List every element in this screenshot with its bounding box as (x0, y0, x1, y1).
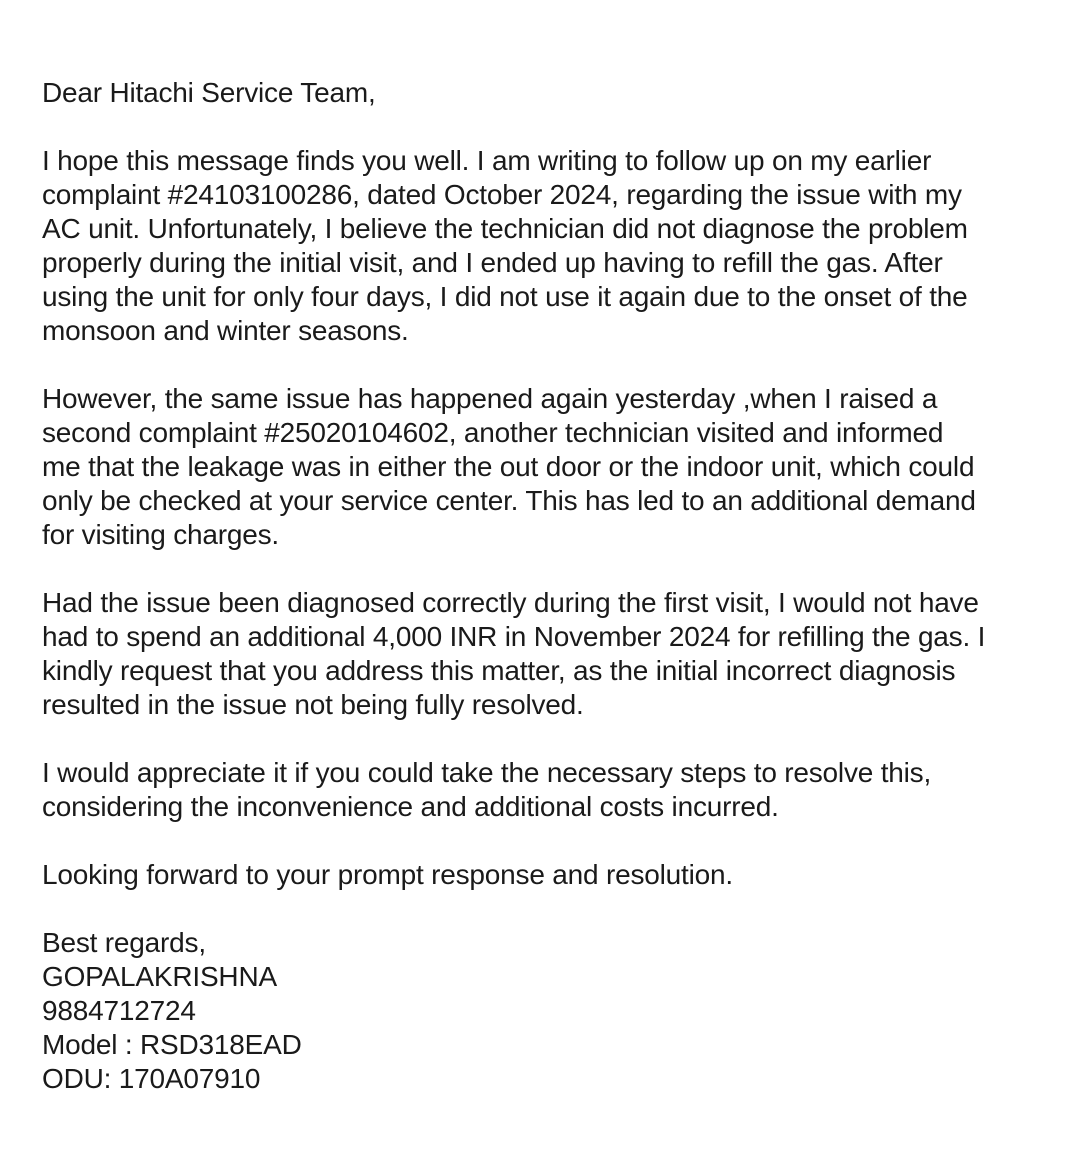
paragraph-line: properly during the initial visit, and I ended up having to refill the gas. After (42, 247, 943, 278)
paragraph-line: kindly request that you address this matter, as the initial incorrect diagnosis (42, 655, 956, 686)
paragraph-line: However, the same issue has happened again yesterday ,when I raised a (42, 383, 938, 414)
paragraph-line: I hope this message finds you well. I am writing to follow up on my earlier (42, 145, 932, 176)
paragraph-1 (42, 144, 1052, 348)
paragraph-line: me that the leakage was in either the out door or the indoor unit, which could (42, 451, 975, 482)
odu-number: ODU: 170A07910 (42, 1063, 261, 1094)
paragraph-3 (42, 586, 1052, 722)
paragraph-2 (42, 382, 1052, 552)
model-number: Model : RSD318EAD (42, 1029, 302, 1060)
salutation: Dear Hitachi Service Team, (42, 77, 376, 108)
paragraph-line: AC unit. Unfortunately, I believe the technician did not diagnose the problem (42, 213, 968, 244)
paragraph-gap (42, 552, 1052, 586)
paragraph-gap (42, 348, 1052, 382)
paragraph-line: second complaint #25020104602, another technician visited and informed (42, 417, 944, 448)
paragraph-line: monsoon and winter seasons. (42, 315, 409, 346)
sender-name: GOPALAKRISHNA (42, 961, 277, 992)
paragraph-gap (42, 892, 1052, 926)
signature-block (42, 926, 1052, 1096)
paragraph-4 (42, 756, 1052, 824)
paragraph-line: had to spend an additional 4,000 INR in November 2024 for refilling the gas. I (42, 621, 986, 652)
paragraph-line: only be checked at your service center. This has led to an additional demand (42, 485, 976, 516)
closing-line: Looking forward to your prompt response and resolution. (42, 859, 733, 890)
paragraph-line: I would appreciate it if you could take the necessary steps to resolve this, (42, 757, 932, 788)
paragraph-line: considering the inconvenience and additional costs incurred. (42, 791, 779, 822)
paragraph-gap (42, 722, 1052, 756)
letter-body (42, 76, 1052, 1096)
paragraph-gap (42, 824, 1052, 858)
paragraph-line: for visiting charges. (42, 519, 280, 550)
paragraph-line: using the unit for only four days, I did not use it again due to the onset of the (42, 281, 968, 312)
signoff: Best regards, (42, 927, 206, 958)
paragraph-line: resulted in the issue not being fully resolved. (42, 689, 584, 720)
paragraph-line: Had the issue been diagnosed correctly during the first visit, I would not have (42, 587, 979, 618)
paragraph-line: complaint #24103100286, dated October 2024, regarding the issue with my (42, 179, 962, 210)
sender-phone: 9884712724 (42, 995, 196, 1026)
paragraph-gap (42, 110, 1052, 144)
